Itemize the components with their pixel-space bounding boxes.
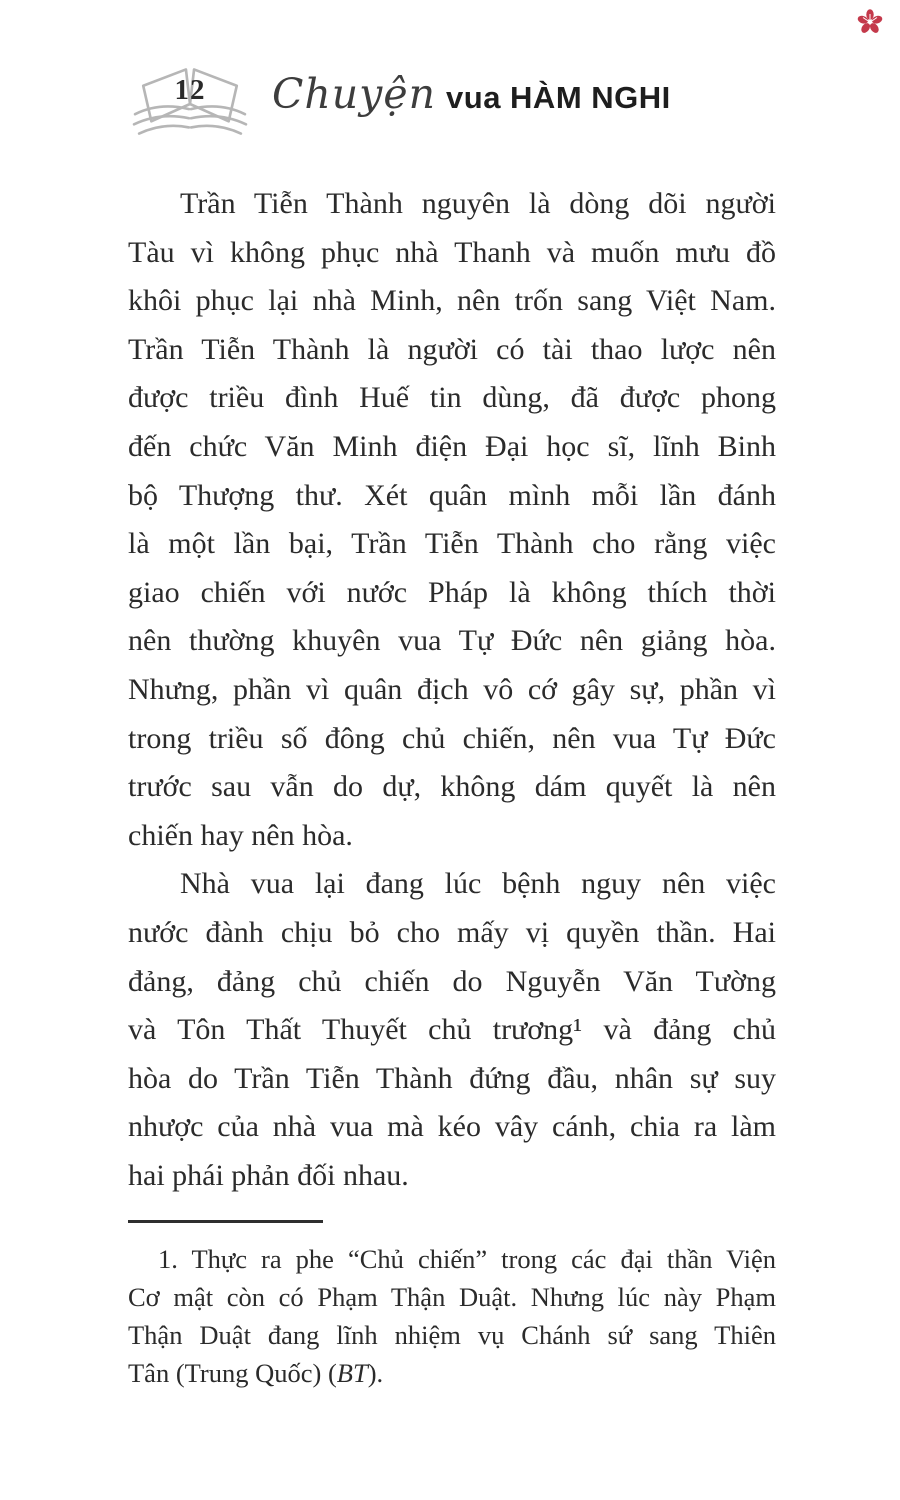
body-line: giao chiến với nước Pháp là không thích thời — [128, 575, 776, 609]
body-line: Nhưng, phần vì quân địch vô cớ gây sự, phần vì — [128, 672, 776, 706]
book-title-bold: vua HÀM NGHI — [446, 80, 671, 115]
book-title — [272, 70, 671, 118]
body-line: là một lần bại, Trần Tiễn Thành cho rằng việc — [128, 527, 776, 561]
footnote-separator — [128, 1220, 323, 1223]
body-line: nên thường khuyên vua Tự Đức nên giảng hòa. — [128, 624, 776, 658]
footnote-line: Thận Duật đang lĩnh nhiệm vụ Chánh sứ sang Thiên — [128, 1320, 776, 1350]
footnote-line: 1. Thực ra phe “Chủ chiến” trong các đại thần Viện — [158, 1244, 776, 1274]
body-line: trong triều số đông chủ chiến, nên vua Tự Đức — [128, 721, 776, 755]
body-line: được triều đình Huế tin dùng, đã được phong — [128, 381, 776, 415]
body-line: nhược của nhà vua mà kéo vây cánh, chia ra làm — [128, 1110, 776, 1144]
paragraph-2 — [128, 860, 776, 1200]
body-line: Trần Tiễn Thành là người có tài thao lược nên — [128, 332, 776, 366]
body-line: đảng, đảng chủ chiến do Nguyễn Văn Tường — [128, 964, 776, 998]
body-line: chiến hay nên hòa. — [128, 818, 353, 852]
body-line: khôi phục lại nhà Minh, nên trốn sang Việt Nam. — [128, 284, 776, 318]
body-line: nước đành chịu bỏ cho mấy vị quyền thần. Hai — [128, 915, 776, 949]
footnote-line: Cơ mật còn có Phạm Thận Duật. Nhưng lúc này Phạm — [128, 1282, 776, 1312]
body-line: hai phái phản đối nhau. — [128, 1158, 409, 1192]
body-line: và Tôn Thất Thuyết chủ trương¹ và đảng chủ — [128, 1013, 776, 1047]
body-line: bộ Thượng thư. Xét quân mình mỗi lần đánh — [128, 478, 776, 512]
paragraph-1 — [128, 180, 776, 860]
body-line: Tàu vì không phục nhà Thanh và muốn mưu đồ — [128, 235, 776, 269]
footnote-italic-text: BT — [336, 1358, 368, 1388]
body-text — [128, 180, 776, 1200]
page-number: 12 — [174, 74, 206, 106]
footnote-text: ). — [367, 1358, 384, 1388]
body-line: hòa do Trần Tiễn Thành đứng đầu, nhân sự suy — [128, 1061, 776, 1095]
body-line: đến chức Văn Minh điện Đại học sĩ, lĩnh Binh — [128, 429, 776, 463]
body-line: trước sau vẫn do dự, không dám quyết là nên — [128, 770, 776, 804]
footnote — [128, 1240, 776, 1392]
flower-ornament-icon — [856, 8, 884, 36]
footnote-text: Tân (Trung Quốc) ( — [128, 1358, 337, 1388]
body-line: Nhà vua lại đang lúc bệnh nguy nên việc — [180, 867, 776, 901]
body-line: Trần Tiễn Thành nguyên là dòng dõi người — [180, 187, 776, 220]
footnote-line — [128, 1354, 776, 1392]
book-title-script: Chuyện — [272, 70, 437, 118]
